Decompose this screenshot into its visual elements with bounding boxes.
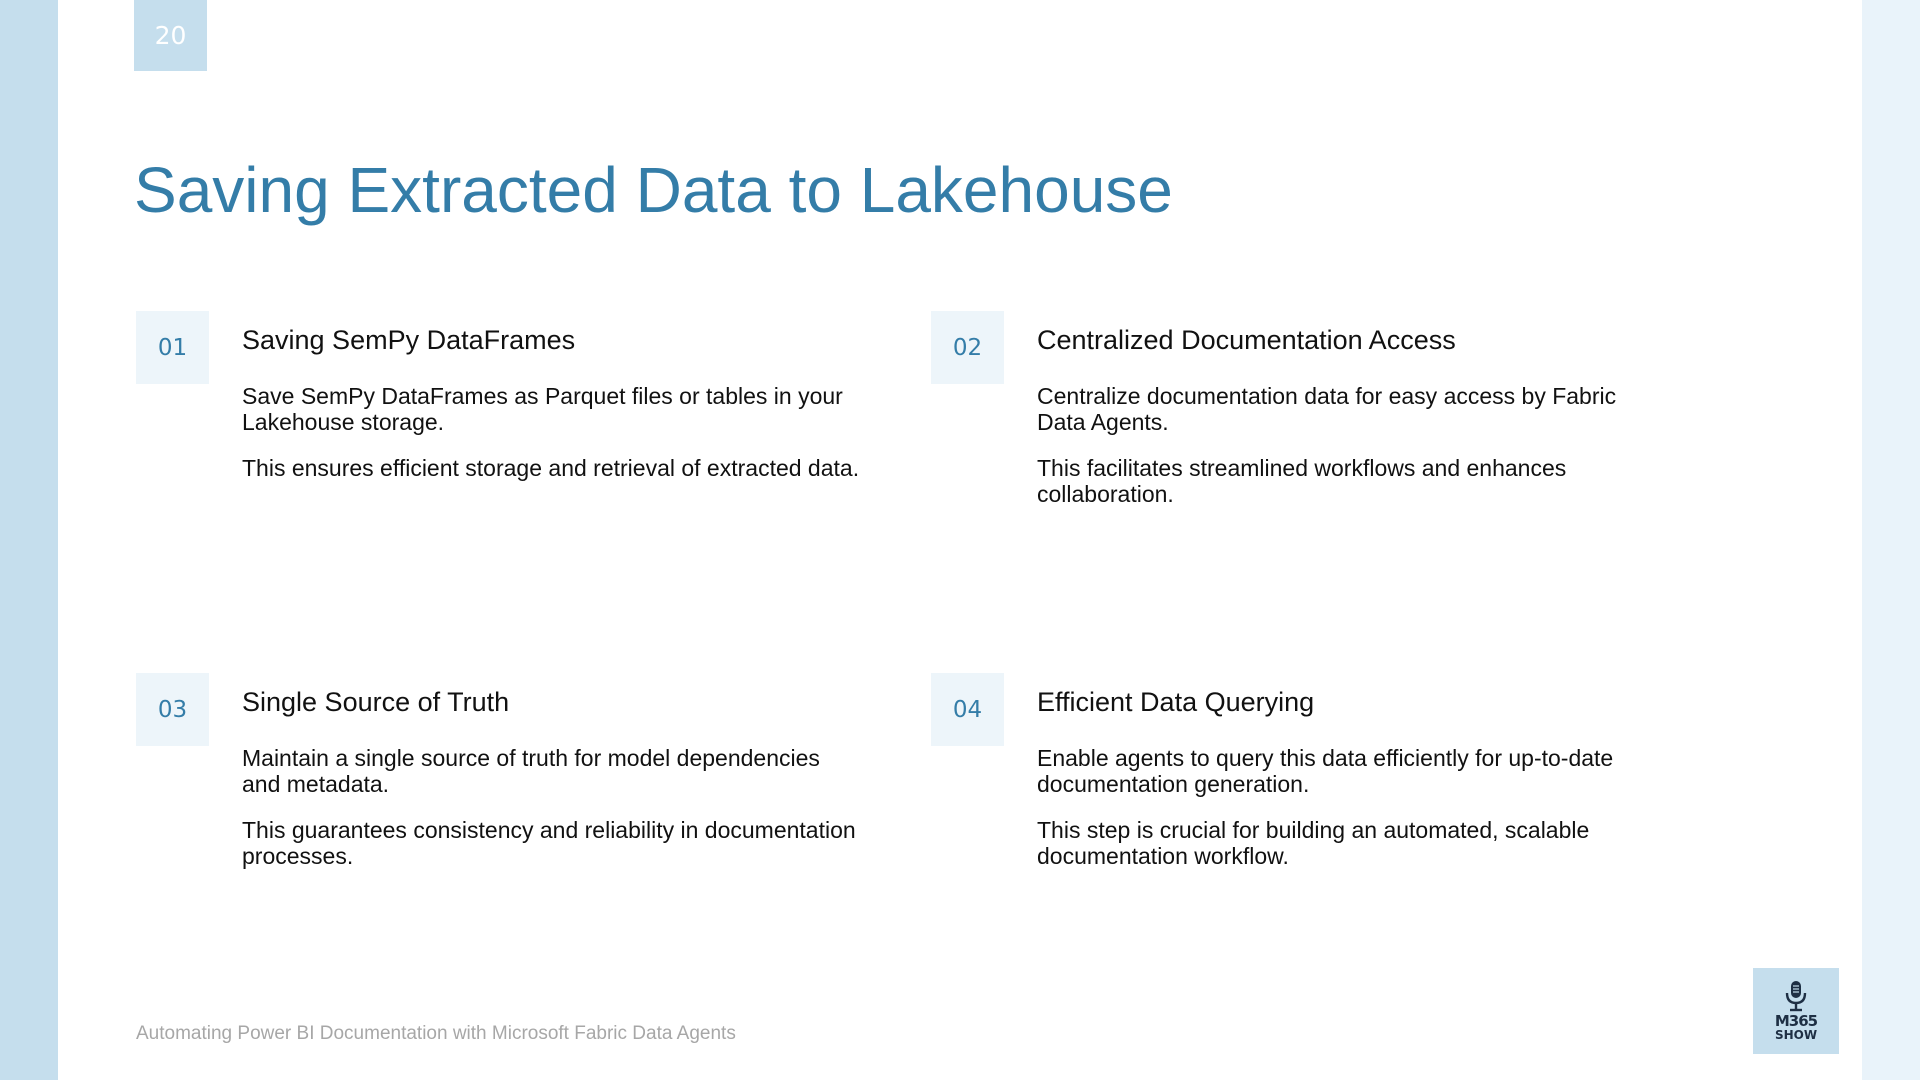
point-paragraph: This ensures efficient storage and retrieval of extracted data. <box>242 455 860 481</box>
point-heading: Efficient Data Querying <box>1037 687 1315 717</box>
point-03 <box>136 673 896 973</box>
point-paragraph: This guarantees consistency and reliability in documentation processes. <box>242 817 856 869</box>
point-04 <box>931 673 1691 973</box>
slide-title: Saving Extracted Data to Lakehouse <box>134 154 1173 226</box>
m365-show-logo <box>1753 968 1839 1054</box>
logo-text-m365: M365 <box>1774 1012 1818 1030</box>
footer-text: Automating Power BI Documentation with Microsoft Fabric Data Agents <box>136 1023 736 1044</box>
point-heading: Single Source of Truth <box>242 687 510 717</box>
point-number: 02 <box>931 311 1004 384</box>
right-accent-bar <box>1862 0 1920 1080</box>
point-paragraph: Enable agents to query this data efficiently for up-to-date documentation generation. <box>1037 745 1614 797</box>
point-01 <box>136 311 896 611</box>
microphone-icon <box>1783 980 1809 1012</box>
point-heading: Centralized Documentation Access <box>1037 325 1456 355</box>
point-02 <box>931 311 1691 611</box>
point-paragraph: Maintain a single source of truth for model dependencies and metadata. <box>242 745 820 797</box>
point-paragraph: This step is crucial for building an automated, scalable documentation workflow. <box>1037 817 1590 869</box>
point-number: 03 <box>136 673 209 746</box>
point-number: 01 <box>136 311 209 384</box>
point-paragraph: Save SemPy DataFrames as Parquet files or tables in your Lakehouse storage. <box>242 383 843 435</box>
point-number: 04 <box>931 673 1004 746</box>
point-heading: Saving SemPy DataFrames <box>242 325 576 355</box>
point-paragraph: Centralize documentation data for easy access by Fabric Data Agents. <box>1037 383 1617 435</box>
logo-text-show: SHOW <box>1774 1028 1818 1042</box>
point-paragraph: This facilitates streamlined workflows and enhances collaboration. <box>1037 455 1567 507</box>
page-number: 20 <box>134 0 207 71</box>
left-accent-bar <box>0 0 58 1080</box>
